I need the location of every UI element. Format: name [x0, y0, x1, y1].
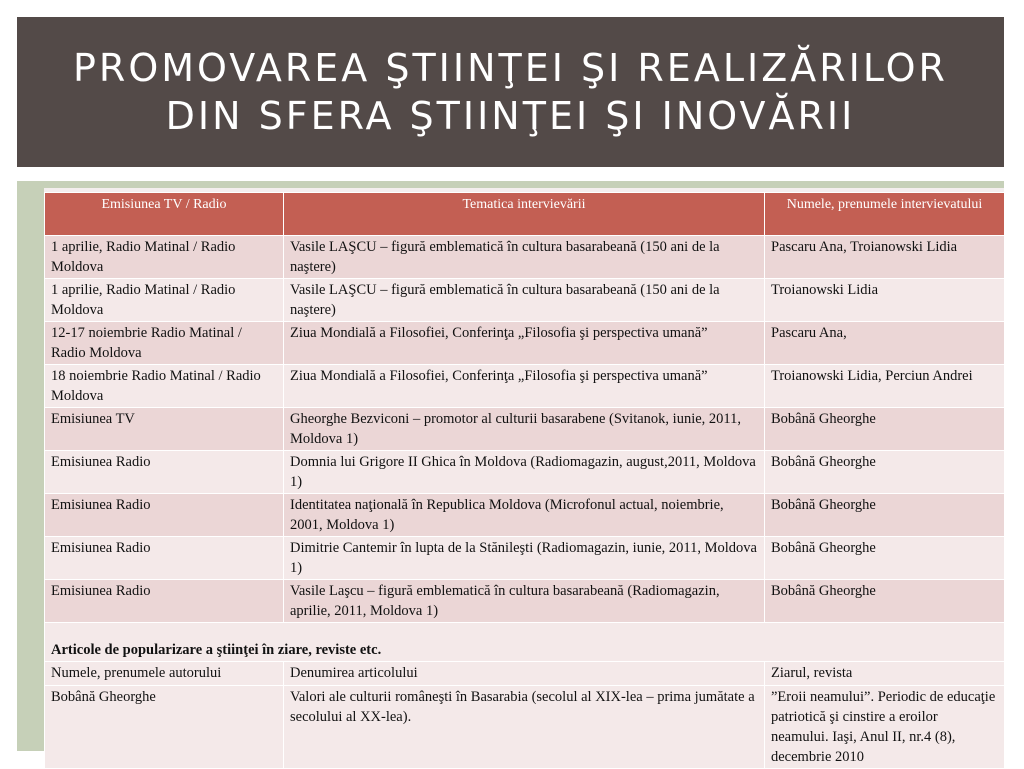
title-banner: [17, 17, 1004, 167]
article-header-journal: Ziarul, revista: [765, 662, 1005, 686]
topic-cell: Ziua Mondială a Filosofiei, Conferinţa „Filosofia şi perspectiva umană”: [284, 322, 765, 365]
table-row: [45, 537, 1005, 580]
table-row: [45, 322, 1005, 365]
header-cell-topic: Tematica intervievării: [284, 193, 765, 236]
article-header-title: Denumirea articolului: [284, 662, 765, 686]
journal-cell: ”Eroii neamului”. Periodic de educaţie patriotică şi cinstire a eroilor neamului. Iaşi, Anul II, nr.4 (8), decembrie 2010: [765, 686, 1005, 769]
topic-cell: Dimitrie Cantemir în lupta de la Stănileşti (Radiomagazin, iunie, 2011, Moldova 1): [284, 537, 765, 580]
section-title-row: [45, 623, 1005, 662]
broadcast-cell: 12-17 noiembrie Radio Matinal / Radio Moldova: [45, 322, 284, 365]
table-row: [45, 365, 1005, 408]
interviewee-cell: Troianowski Lidia, Perciun Andrei: [765, 365, 1005, 408]
author-cell: Bobână Gheorghe: [45, 686, 284, 769]
article-header-author: Numele, prenumele autorului: [45, 662, 284, 686]
topic-cell: Vasile LAŞCU – figură emblematică în cultura basarabeană (150 ani de la naştere): [284, 236, 765, 279]
header-cell-broadcast: Emisiunea TV / Radio: [45, 193, 284, 236]
interviewee-cell: Pascaru Ana,: [765, 322, 1005, 365]
broadcast-cell: 1 aprilie, Radio Matinal / Radio Moldova: [45, 236, 284, 279]
broadcast-cell: Emisiunea Radio: [45, 580, 284, 623]
table-row: [45, 279, 1005, 322]
header-cell-interviewee: Numele, prenumele intervievatului: [765, 193, 1005, 236]
section-title: Articole de popularizare a ştiinţei în ziare, reviste etc.: [45, 623, 1005, 662]
slide-title-line-1: PROMOVAREA ŞTIINŢEI ŞI REALIZĂRILOR: [73, 46, 948, 90]
topic-cell: Vasile LAŞCU – figură emblematică în cultura basarabeană (150 ani de la naştere): [284, 279, 765, 322]
interviewee-cell: Bobână Gheorghe: [765, 451, 1005, 494]
broadcast-cell: 18 noiembrie Radio Matinal / Radio Moldova: [45, 365, 284, 408]
promotion-table: [44, 192, 1005, 769]
table-header-row: [45, 193, 1005, 236]
slide-title-line-2: DIN SFERA ŞTIINŢEI ŞI INOVĂRII: [165, 94, 856, 138]
interviewee-cell: Troianowski Lidia: [765, 279, 1005, 322]
table-row: [45, 494, 1005, 537]
broadcast-cell: 1 aprilie, Radio Matinal / Radio Moldova: [45, 279, 284, 322]
table-row: [45, 236, 1005, 279]
interviewee-cell: Bobână Gheorghe: [765, 537, 1005, 580]
topic-cell: Identitatea naţională în Republica Moldova (Microfonul actual, noiembrie, 2001, Moldova 1): [284, 494, 765, 537]
broadcast-cell: Emisiunea Radio: [45, 451, 284, 494]
broadcast-cell: Emisiunea Radio: [45, 537, 284, 580]
table-row: [45, 451, 1005, 494]
topic-cell: Ziua Mondială a Filosofiei, Conferinţa „Filosofia şi perspectiva umană”: [284, 365, 765, 408]
table-row: [45, 580, 1005, 623]
topic-cell: Gheorghe Bezviconi – promotor al culturii basarabene (Svitanok, iunie, 2011, Moldova 1): [284, 408, 765, 451]
broadcast-cell: Emisiunea Radio: [45, 494, 284, 537]
article-header-row: [45, 662, 1005, 686]
interviewee-cell: Bobână Gheorghe: [765, 580, 1005, 623]
interviewee-cell: Bobână Gheorghe: [765, 408, 1005, 451]
interviewee-cell: Bobână Gheorghe: [765, 494, 1005, 537]
article-row: [45, 686, 1005, 769]
table-row: [45, 408, 1005, 451]
broadcast-cell: Emisiunea TV: [45, 408, 284, 451]
interviewee-cell: Pascaru Ana, Troianowski Lidia: [765, 236, 1005, 279]
topic-cell: Vasile Laşcu – figură emblematică în cultura basarabeană (Radiomagazin, aprilie, 2011, Moldova 1): [284, 580, 765, 623]
topic-cell: Domnia lui Grigore II Ghica în Moldova (Radiomagazin, august,2011, Moldova 1): [284, 451, 765, 494]
article-title-cell: Valori ale culturii româneşti în Basarabia (secolul al XIX-lea – prima jumătate a secolului al XX-lea).: [284, 686, 765, 769]
